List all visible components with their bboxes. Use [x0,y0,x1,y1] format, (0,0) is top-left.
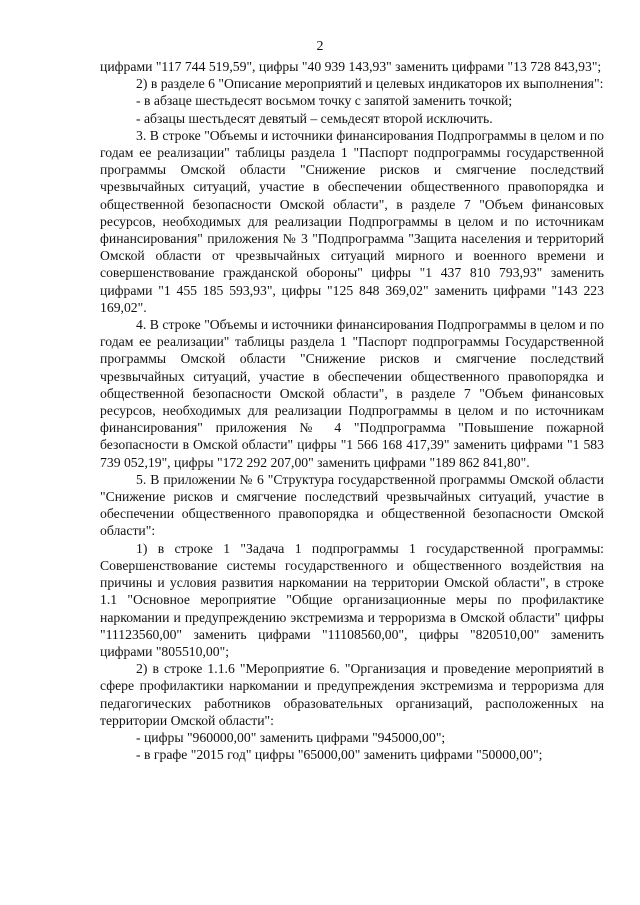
paragraph-dash-1: - в абзаце шестьдесят восьмом точку с запятой заменить точкой; [136,93,513,109]
paragraph-subitem-1: 1) в строке 1 "Задача 1 подпрограммы 1 государственной программы: Совершенствование системы государственного и общественного воздействия на причины и условия развития наркомании на территории Омской области", в строке 1.1 "Основное мероприятие "Общие организационные меры по профилактике наркомании и предупреждению экстремизма и терроризма в Омской области" цифры "11123560,00" заменить цифрами "11108560,00", цифры "820510,00" заменить цифрами "805510,00"; [100,540,604,659]
paragraph-continuation: цифрами "117 744 519,59", цифры "40 939 143,93" заменить цифрами "13 728 843,93"; [100,59,602,74]
paragraph-dash-3: - цифры "960000,00" заменить цифрами "945000,00"; [136,729,446,745]
paragraph-section-4: 4. В строке "Объемы и источники финансирования Подпрограммы в целом и по годам ее реализации" таблицы раздела 1 "Паспорт подпрограммы Государственной программы Омской области "Снижение рисков и смягчение последствий чрезвычайных ситуаций, участие в обеспечении общественного правопорядка и общественной безопасности Омской области", в разделе 7 "Объем финансовых ресурсов, необходимых для реализации Подпрограммы в целом и по источникам финансирования" приложения № 4 "Подпрограмма "Повышение пожарной безопасности в Омской области" цифры "1 566 168 417,39" заменить цифрами "1 583 739 052,19", цифры "172 292 207,00" заменить цифрами "189 862 841,80". [100,317,604,470]
paragraph-item-2: 2) в разделе 6 "Описание мероприятий и целевых индикаторов их выполнения": [136,76,604,92]
paragraph-section-5: 5. В приложении № 6 "Структура государственной программы Омской области "Снижение рисков и смягчение последствий чрезвычайных ситуаций, участие в обеспечении общественного правопорядка и общественной безопасности Омской области": [100,471,604,539]
page-number: 2 [316,39,324,54]
paragraph-subitem-2: 2) в строке 1.1.6 "Мероприятие 6. "Организация и проведение мероприятий в сфере профилактики наркомании и предупреждения экстремизма и терроризма для педагогических работников образовательных организаций, расположенных на территории Омской области": [100,661,604,728]
paragraph-dash-4: - в графе "2015 год" цифры "65000,00" заменить цифрами "50000,00"; [136,747,543,763]
paragraph-section-3: 3. В строке "Объемы и источники финансирования Подпрограммы в целом и по годам ее реализации" таблицы раздела 1 "Паспорт подпрограммы государственной программы Омской области "Снижение рисков и смягчение последствий чрезвычайных ситуаций, участие в обеспечении общественного правопорядка и общественной безопасности Омской области", в разделе 7 "Объем финансовых ресурсов, необходимых для реализации Подпрограммы в целом и по источникам финансирования" приложения № 3 "Подпрограмма "Защита населения и территорий Омской области от чрезвычайных ситуаций мирного и военного времени и совершенствование гражданской обороны" цифры "1 437 810 793,93" заменить цифрами "1 455 185 593,93", цифры "125 848 369,02" заменить цифрами "143 223 169,02". [100,127,604,315]
paragraph-dash-2: - абзацы шестьдесят девятый – семьдесят второй исключить. [136,110,493,126]
document-body [100,58,604,763]
